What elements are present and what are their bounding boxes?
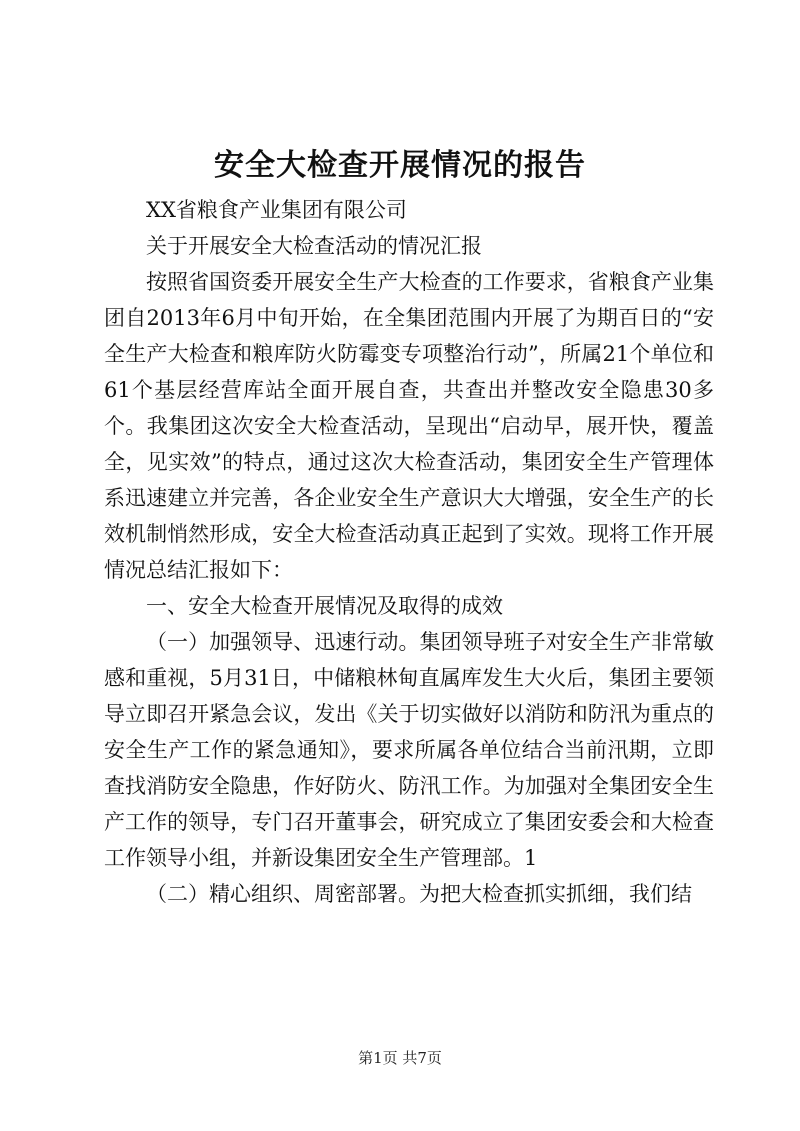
paragraph-intro: 按照省国资委开展安全生产大检查的工作要求，省粮食产业集团自2013年6月中旬开始，在全集团范围内开展了为期百日的“安全生产大检查和粮库防火防霉变专项整治行动”，所属21个单位和61个基层经营库站全面开展自查，共查出并整改安全隐患30多个。我集团这次安全大检查活动，呈现出“启动早，展开快，覆盖全，见实效”的特点，通过这次大检查活动，集团安全生产管理体系迅速建立并完善，各企业安全生产意识大大增强，安全生产的长效机制悄然形成，安全大检查活动真正起到了实效。现将工作开展情况总结汇报如下： [104, 270, 714, 582]
document-body [104, 192, 714, 912]
paragraph-item-1: （一）加强领导、迅速行动。集团领导班子对安全生产非常敏感和重视，5月31日，中储粮林甸直属库发生大火后，集团主要领导立即召开紧急会议，发出《关于切实做好以消防和防汛为重点的安全生产工作的紧急通知》，要求所属各单位结合当前汛期，立即查找消防安全隐患，作好防火、防汛工作。为加强对全集团安全生产工作的领导，专门召开董事会，研究成立了集团安委会和大检查工作领导小组，并新设集团安全生产管理部。1 [104, 630, 714, 870]
document-title: 安全大检查开展情况的报告 [214, 148, 586, 183]
section-heading-1: 一、安全大检查开展情况及取得的成效 [146, 594, 503, 618]
paragraph-company: XX省粮食产业集团有限公司 [146, 198, 407, 222]
paragraph-subject: 关于开展安全大检查活动的情况汇报 [146, 234, 482, 258]
page-footer: 第1页 共7页 [358, 1049, 442, 1067]
paragraph-item-2: （二）精心组织、周密部署。为把大检查抓实抓细，我们结 [146, 882, 692, 906]
